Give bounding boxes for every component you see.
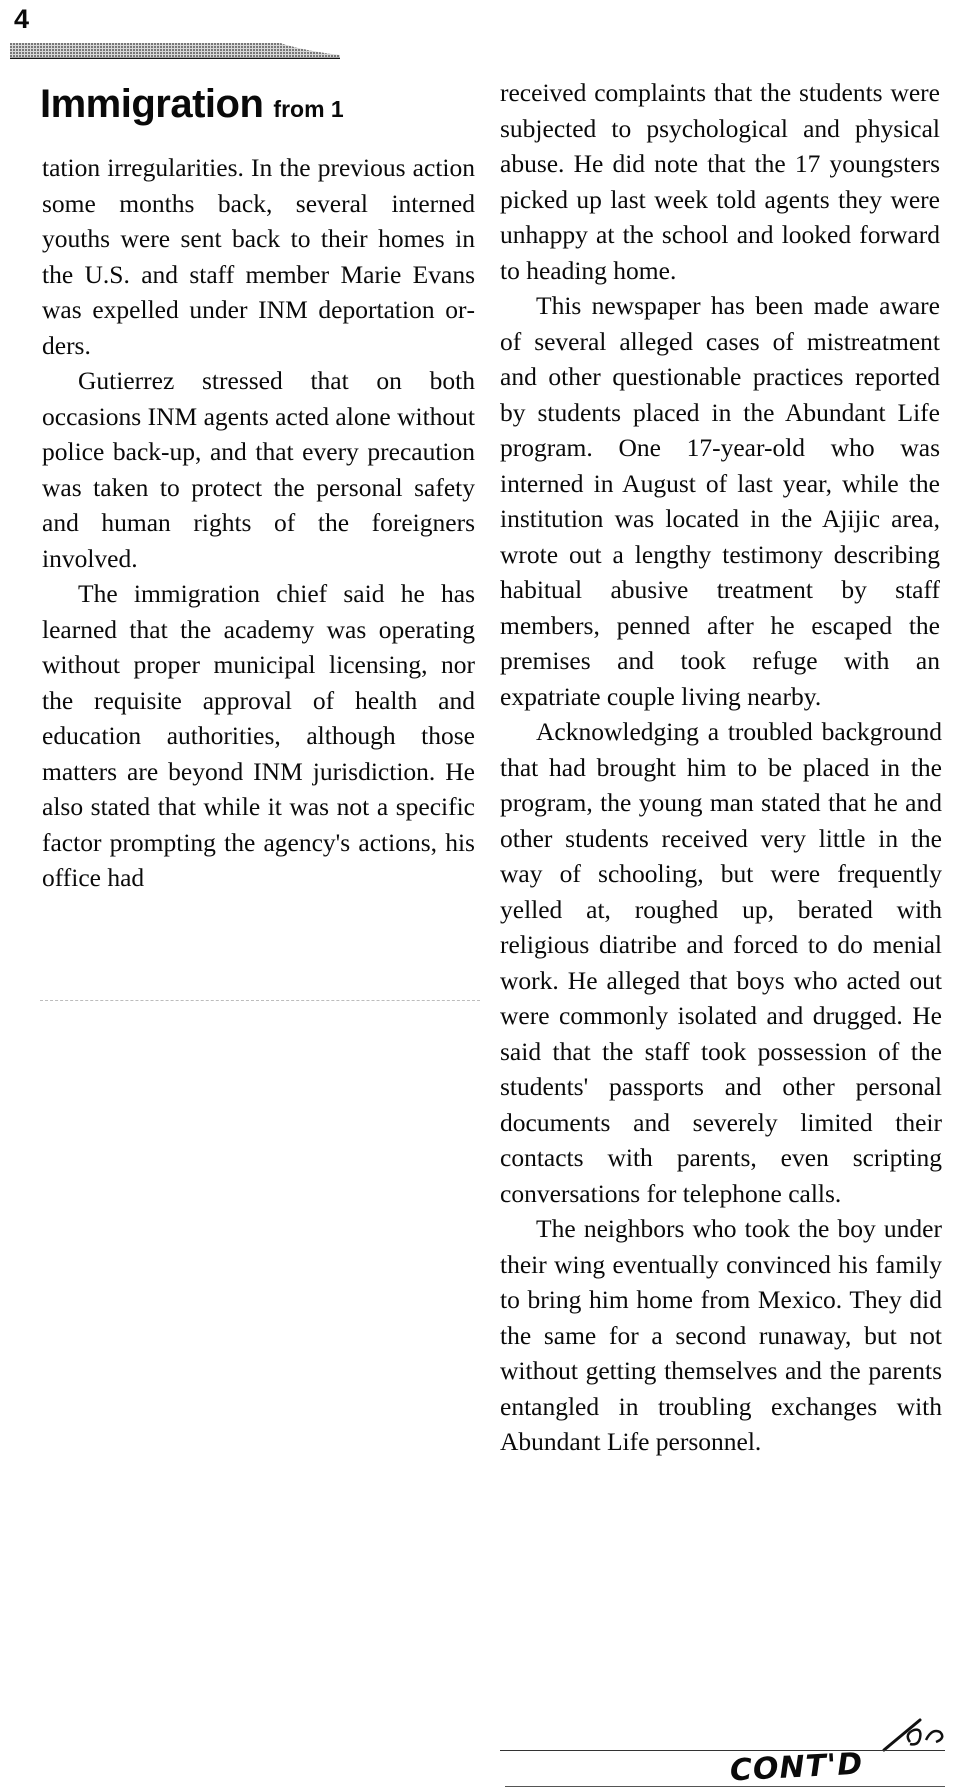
body-paragraph: received complaints that the students were subjected to psychological and physical abuse. He did note that the 17 youngsters picked up last week told agents they were unhappy at the school and looked forward to heading home. xyxy=(500,78,940,285)
article-headline xyxy=(40,82,344,127)
bottom-rule-lower xyxy=(505,1786,945,1787)
headline-jump-reference: from 1 xyxy=(273,96,344,122)
body-paragraph: tation irregularities. In the previous action some months back, several interned youths were sent back to their homes in the U.S. and staff member Marie Evans was expelled under INM deportation orders. xyxy=(42,153,475,360)
body-paragraph: The neighbors who took the boy under their wing eventually convinced his family to bring him home from Mexico. They did the same for a second runaway, but not without getting themselves and the parents entangled in troubling exchanges with Abundant Life personnel. xyxy=(500,1214,942,1456)
handwritten-scribble-mark xyxy=(880,1712,950,1758)
body-paragraph: The immigration chief said he has learned that the academy was operating without proper municipal licensing, nor the requisite approval of health and education authorities, although those matters are beyond INM jurisdiction. He also stated that while it was not a specific factor prompting the agency's actions, his office had xyxy=(42,579,475,892)
body-paragraph: Gutierrez stressed that on both occasions INM agents acted alone without police back-up, and that every precaution was taken to protect the personal safety and human rights of the foreigners involved. xyxy=(42,366,475,573)
bottom-rule xyxy=(500,1750,945,1751)
page-number: 4 xyxy=(14,4,30,34)
column-end-divider xyxy=(40,1000,480,1001)
left-text-column xyxy=(42,150,475,896)
body-paragraph: This newspaper has been made aware of several alleged cases of mistreatment and other questionable practices reported by students placed in the Abundant Life program. One 17-year-old who was interned in August of last year, while the institution was located in the Ajijic area, wrote out a lengthy testimony describing habitual abusive treatment by staff members, penned after he escaped the premises and took refuge with an expatriate couple living nearby. xyxy=(500,291,940,711)
headline-title: Immigration xyxy=(40,82,264,126)
handwritten-continued-note: CONT'D xyxy=(729,1746,864,1789)
header-rule-bar xyxy=(10,43,340,59)
body-paragraph: Acknowledging a troubled background that had brought him to be placed in the program, the young man stated that he and other students received very little in the way of schooling, but were frequently yelled at, roughed up, berated with religious diatribe and forced to do menial work. He alleged that boys who acted out were commonly isolated and drugged. He said that the staff took possession of the students' passports and other personal documents and severely limited their contacts with parents, even scripting conversations for telephone calls. xyxy=(500,717,942,1208)
right-text-column xyxy=(500,75,940,1460)
